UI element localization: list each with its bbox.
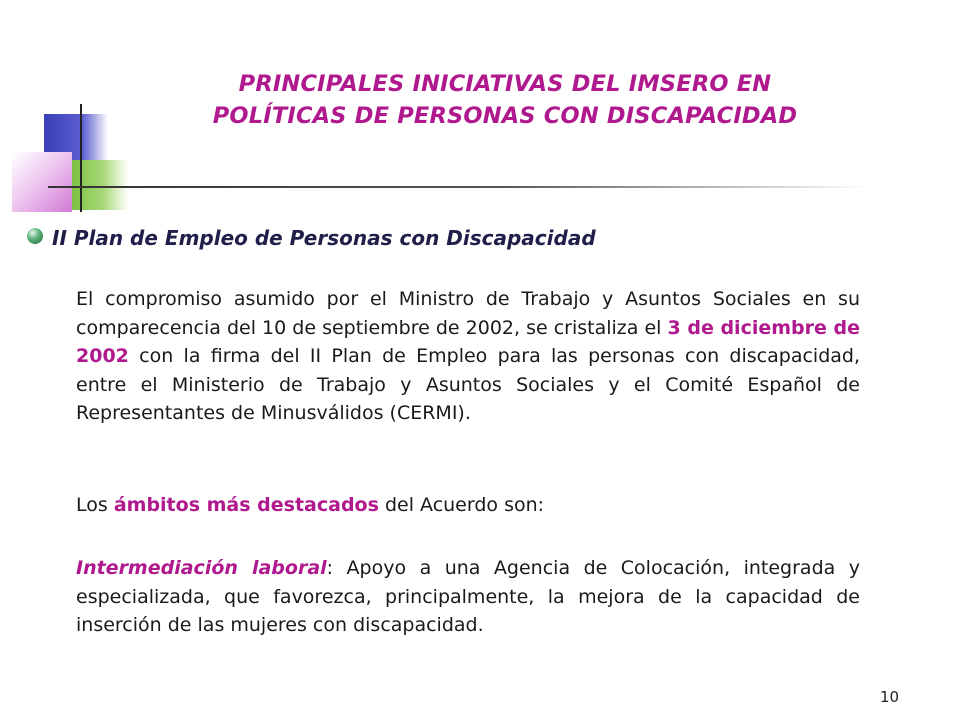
paragraph-text: : Apoyo a una Agencia de Colocación, integrada y especializada, que favorezca, principalmente, la mejora de la capacidad de inserción de las mujeres con discapacidad. (76, 557, 860, 636)
decorative-vertical-line (80, 104, 82, 212)
bullet-heading: II Plan de Empleo de Personas con Discapacidad (52, 226, 596, 250)
decorative-pink-square (12, 152, 72, 212)
page-number: 10 (880, 688, 900, 706)
highlight-ambitos: ámbitos más destacados (113, 494, 379, 516)
paragraph-text: El compromiso asumido por el Ministro de Trabajo y Asuntos Sociales en su comparecencia del 10 de septiembre de 2002, se cristaliza el (76, 288, 860, 339)
paragraph-ambitos (76, 491, 860, 520)
highlight-date: 3 de diciembre de 2002 (76, 316, 861, 367)
paragraph-text: con la firma del II Plan de Empleo para las personas con discapacidad, entre el Ministerio de Trabajo y Asuntos Sociales y el Comité Español de Representantes de Minusválidos (CERMI). (76, 345, 860, 424)
paragraph-text: Los (76, 494, 114, 516)
slide-title-line2: POLÍTICAS DE PERSONAS CON DISCAPACIDAD (212, 103, 798, 129)
title-underline (48, 186, 868, 188)
highlight-intermediacion: Intermediación laboral (76, 557, 327, 579)
slide-title-line1: PRINCIPALES INICIATIVAS DEL IMSERO EN (238, 71, 772, 97)
paragraph-compromiso (76, 285, 860, 428)
paragraph-text: del Acuerdo son: (378, 494, 545, 516)
bullet-sphere-icon (27, 228, 43, 244)
paragraph-intermediacion (76, 554, 860, 640)
slide-title (110, 68, 900, 132)
